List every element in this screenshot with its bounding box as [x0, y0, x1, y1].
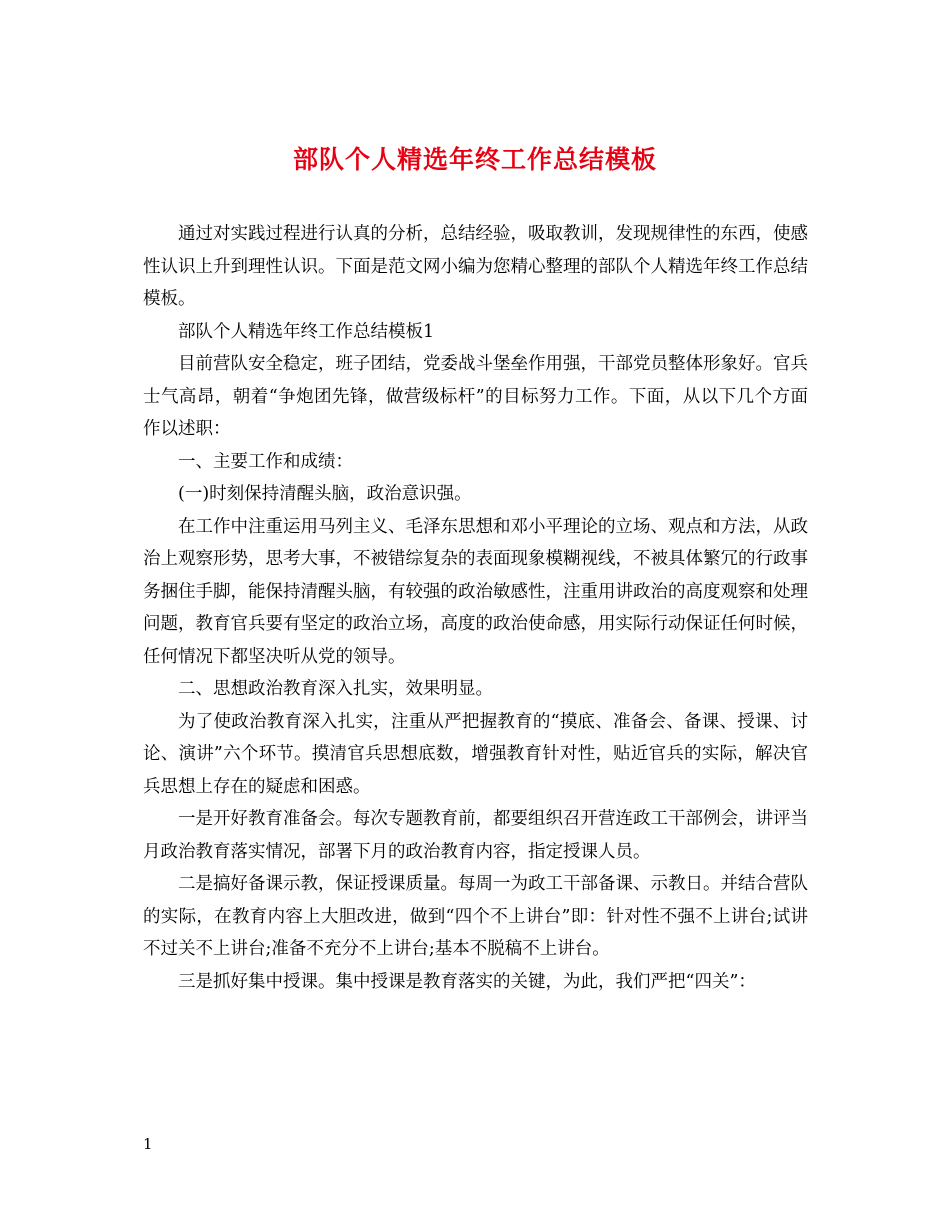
paragraph-point-two: 二是搞好备课示教，保证授课质量。每周一为政工干部备课、示教日。并结合营队的实际，在教育内容上大胆改进，做到“四个不上讲台”即：针对性不强不上讲台;试讲不过关不上讲台;准备不充分不上讲台;基本不脱稿不上讲台。	[143, 874, 808, 959]
document-body	[143, 218, 808, 998]
paragraph-section-heading: 部队个人精选年终工作总结模板1	[178, 321, 435, 342]
paragraph-subheading-political: (一)时刻保持清醒头脑，政治意识强。	[178, 484, 472, 504]
paragraph-political-detail: 在工作中注重运用马列主义、毛泽东思想和邓小平理论的立场、观点和方法，从政治上观察形势，思考大事，不被错综复杂的表面现象模糊视线，不被具体繁冗的行政事务捆住手脚，能保持清醒头脑，有较强的政治敏感性，注重用讲政治的高度观察和处理问题，教育官兵要有坚定的政治立场，高度的政治使命感，用实际行动保证任何时候，任何情况下都坚决听从党的领导。	[143, 516, 808, 667]
paragraph-intro: 通过对实践过程进行认真的分析，总结经验，吸取教训，发现规律性的东西，使感性认识上升到理性认识。下面是范文网小编为您精心整理的部队个人精选年终工作总结模板。	[143, 224, 808, 309]
paragraph-heading-education: 二、思想政治教育深入扎实，效果明显。	[178, 679, 493, 699]
paragraph-overview: 目前营队安全稳定，班子团结，党委战斗堡垒作用强，干部党员整体形象好。官兵士气高昂，朝着“争炮团先锋，做营级标杆”的目标努力工作。下面，从以下几个方面作以述职：	[143, 354, 808, 439]
document-title: 部队个人精选年终工作总结模板	[292, 145, 657, 174]
paragraph-heading-main-work: 一、主要工作和成绩：	[178, 451, 353, 472]
page-number: 1	[143, 1135, 153, 1153]
paragraph-point-one: 一是开好教育准备会。每次专题教育前，都要组织召开营连政工干部例会，讲评当月政治教育落实情况，部署下月的政治教育内容，指定授课人员。	[143, 809, 808, 862]
paragraph-education-detail: 为了使政治教育深入扎实，注重从严把握教育的“摸底、准备会、备课、授课、讨论、演讲”六个环节。摸清官兵思想底数，增强教育针对性，贴近官兵的实际，解决官兵思想上存在的疑虑和困惑。	[143, 711, 808, 797]
paragraph-point-three: 三是抓好集中授课。集中授课是教育落实的关键，为此，我们严把“四关”：	[178, 971, 756, 992]
